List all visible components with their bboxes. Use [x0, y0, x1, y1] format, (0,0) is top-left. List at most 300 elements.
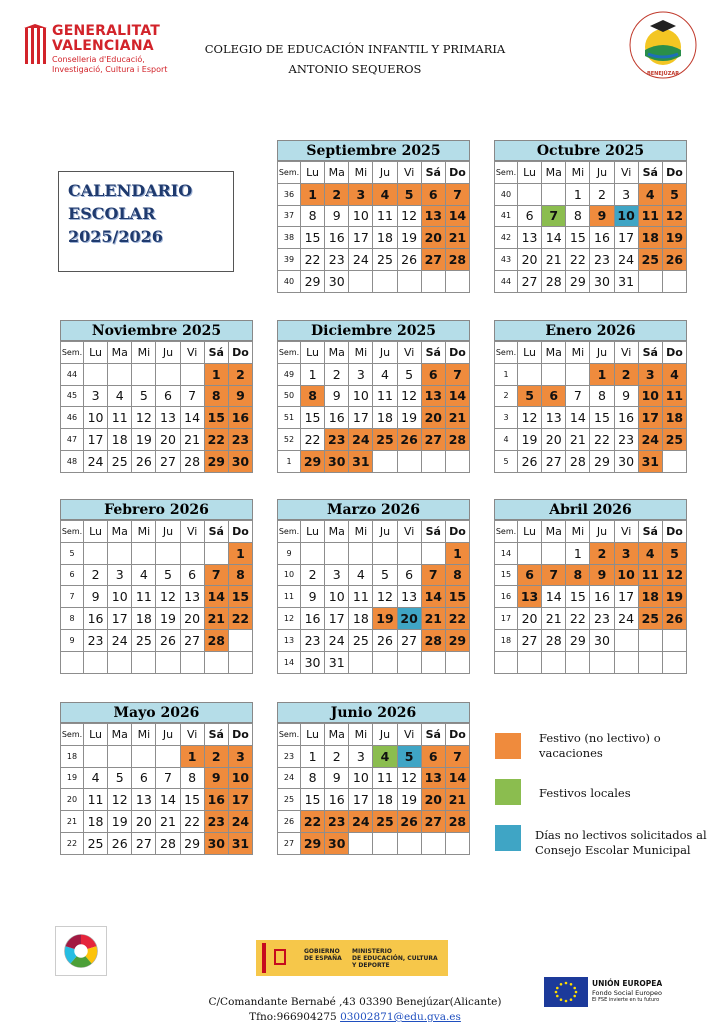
day-cell: 22	[566, 249, 590, 271]
empty-day-cell	[349, 832, 373, 854]
day-cell: 6	[518, 205, 542, 227]
empty-day-cell	[373, 651, 397, 673]
month-table	[60, 723, 253, 855]
empty-day-cell	[180, 651, 204, 673]
day-cell: 26	[132, 450, 156, 472]
empty-day-cell	[421, 270, 445, 292]
ministerio-text: MINISTERIO DE EDUCACIÓN, CULTURA Y DEPORTE	[352, 948, 438, 969]
day-cell: 4	[84, 767, 108, 789]
day-cell: 16	[84, 608, 108, 630]
month-calendar	[60, 499, 253, 674]
day-header: Sá	[204, 724, 228, 746]
day-cell: 29	[590, 450, 614, 472]
week-row	[495, 564, 687, 586]
week-row	[278, 832, 470, 854]
day-header-row	[495, 162, 687, 184]
day-cell: 28	[445, 811, 469, 833]
day-cell: 7	[156, 767, 180, 789]
week-number: 45	[61, 385, 84, 407]
day-cell: 17	[349, 407, 373, 429]
day-cell: 7	[445, 363, 469, 385]
day-header: Ju	[590, 521, 614, 543]
day-cell: 30	[325, 270, 349, 292]
title-line3: 2025/2026	[68, 227, 163, 246]
day-cell: 6	[180, 564, 204, 586]
day-header: Mi	[566, 521, 590, 543]
day-cell: 19	[518, 429, 542, 451]
day-header: Lu	[518, 342, 542, 364]
day-cell: 12	[397, 385, 421, 407]
week-row	[61, 564, 253, 586]
day-cell: 9	[590, 205, 614, 227]
day-cell: 11	[373, 205, 397, 227]
day-cell: 1	[204, 363, 228, 385]
empty-day-cell	[662, 450, 686, 472]
day-header: Ju	[373, 162, 397, 184]
week-number: 1	[278, 450, 301, 472]
empty-day-cell	[132, 363, 156, 385]
week-row	[278, 564, 470, 586]
week-row	[495, 586, 687, 608]
day-header: Sá	[421, 724, 445, 746]
day-header: Sá	[421, 521, 445, 543]
day-cell: 5	[108, 767, 132, 789]
empty-day-cell	[228, 651, 252, 673]
day-cell: 16	[614, 407, 638, 429]
day-cell: 24	[349, 429, 373, 451]
eu-slogan: El FSE invierte en tu futuro	[592, 997, 660, 1003]
day-cell: 2	[204, 745, 228, 767]
day-cell: 12	[397, 205, 421, 227]
week-row	[495, 205, 687, 227]
week-number: 44	[61, 363, 84, 385]
day-cell: 24	[349, 249, 373, 271]
empty-day-cell	[397, 832, 421, 854]
day-header-row	[61, 342, 253, 364]
day-cell: 15	[301, 407, 325, 429]
day-cell: 23	[590, 608, 614, 630]
day-cell: 6	[397, 564, 421, 586]
day-cell: 25	[84, 832, 108, 854]
day-cell: 21	[180, 429, 204, 451]
day-cell: 18	[373, 407, 397, 429]
week-number: 50	[278, 385, 301, 407]
legend-swatch-requested	[495, 825, 521, 851]
empty-day-cell	[638, 651, 662, 673]
month-calendar	[494, 140, 687, 293]
week-row	[278, 385, 470, 407]
day-header: Sá	[204, 521, 228, 543]
day-cell: 20	[180, 608, 204, 630]
day-cell: 20	[542, 429, 566, 451]
day-cell: 22	[180, 811, 204, 833]
gva-title-line1: GENERALITAT	[52, 23, 161, 39]
day-cell: 19	[397, 789, 421, 811]
week-number: 16	[495, 586, 518, 608]
day-header: Do	[445, 162, 469, 184]
day-header: Mi	[132, 521, 156, 543]
day-cell: 27	[180, 629, 204, 651]
day-cell: 17	[228, 789, 252, 811]
day-cell: 25	[373, 249, 397, 271]
day-header: Vi	[180, 521, 204, 543]
day-cell: 27	[132, 832, 156, 854]
day-cell: 10	[614, 564, 638, 586]
day-cell: 11	[108, 407, 132, 429]
day-header-row	[61, 521, 253, 543]
day-cell: 3	[108, 564, 132, 586]
week-number: 18	[61, 745, 84, 767]
day-cell: 29	[566, 270, 590, 292]
day-cell: 14	[421, 586, 445, 608]
day-cell: 4	[638, 183, 662, 205]
month-title: Abril 2026	[494, 499, 687, 520]
day-cell: 5	[132, 385, 156, 407]
day-cell: 10	[325, 586, 349, 608]
week-number: 3	[495, 407, 518, 429]
school-phone: Tfno:966904275	[249, 1011, 341, 1023]
day-cell: 23	[301, 629, 325, 651]
day-cell: 6	[421, 183, 445, 205]
day-cell: 28	[445, 429, 469, 451]
day-cell: 18	[373, 227, 397, 249]
day-header: Ju	[373, 724, 397, 746]
week-number: 20	[61, 789, 84, 811]
month-table	[277, 161, 470, 293]
empty-day-cell	[445, 832, 469, 854]
week-number: 9	[61, 629, 84, 651]
day-cell: 5	[156, 564, 180, 586]
day-cell: 2	[590, 183, 614, 205]
empty-day-cell	[204, 651, 228, 673]
week-row	[495, 629, 687, 651]
week-row	[278, 450, 470, 472]
day-header: Lu	[518, 521, 542, 543]
day-cell: 17	[108, 608, 132, 630]
day-header: Sá	[421, 342, 445, 364]
week-row	[278, 407, 470, 429]
day-cell: 16	[325, 789, 349, 811]
month-table	[60, 341, 253, 473]
day-cell: 18	[638, 227, 662, 249]
empty-day-cell	[421, 450, 445, 472]
empty-day-cell	[542, 651, 566, 673]
day-header: Vi	[614, 521, 638, 543]
day-cell: 1	[180, 745, 204, 767]
month-table	[277, 341, 470, 473]
day-cell: 9	[228, 385, 252, 407]
empty-day-cell	[108, 542, 132, 564]
week-number: 21	[61, 811, 84, 833]
week-number: 17	[495, 608, 518, 630]
day-header: Ma	[325, 342, 349, 364]
week-number: 23	[278, 745, 301, 767]
day-cell: 22	[590, 429, 614, 451]
day-header: Ju	[156, 521, 180, 543]
day-cell: 14	[180, 407, 204, 429]
empty-day-cell	[373, 270, 397, 292]
day-cell: 15	[566, 586, 590, 608]
day-cell: 6	[518, 564, 542, 586]
day-header: Ma	[542, 521, 566, 543]
day-cell: 18	[349, 608, 373, 630]
legend-local-text: Festivos locales	[539, 786, 631, 800]
week-number: 10	[278, 564, 301, 586]
day-cell: 4	[662, 363, 686, 385]
day-header: Sem.	[61, 342, 84, 364]
day-cell: 27	[542, 450, 566, 472]
day-cell: 3	[325, 564, 349, 586]
week-number: 38	[278, 227, 301, 249]
day-cell: 31	[325, 651, 349, 673]
day-header: Ma	[325, 521, 349, 543]
day-header: Mi	[349, 162, 373, 184]
week-number: 1	[495, 363, 518, 385]
day-cell: 6	[542, 385, 566, 407]
day-cell: 22	[228, 608, 252, 630]
gva-subtitle-line1: Conselleria d'Educació,	[52, 55, 145, 64]
day-cell: 28	[180, 450, 204, 472]
day-cell: 25	[638, 249, 662, 271]
day-cell: 6	[421, 363, 445, 385]
day-cell: 2	[325, 745, 349, 767]
day-cell: 27	[397, 629, 421, 651]
ods-logo-icon	[55, 926, 107, 976]
gobierno-text: GOBIERNO DE ESPAÑA	[304, 948, 342, 962]
generalitat-emblem-icon	[22, 24, 48, 68]
day-cell: 11	[662, 385, 686, 407]
week-number: 49	[278, 363, 301, 385]
day-cell: 19	[156, 608, 180, 630]
empty-day-cell	[662, 629, 686, 651]
day-header: Ma	[108, 724, 132, 746]
week-row	[61, 745, 253, 767]
empty-day-cell	[614, 629, 638, 651]
day-header: Vi	[180, 342, 204, 364]
day-cell: 9	[325, 205, 349, 227]
day-cell: 13	[518, 586, 542, 608]
empty-day-cell	[349, 651, 373, 673]
day-cell: 13	[156, 407, 180, 429]
day-header: Ju	[156, 724, 180, 746]
day-cell: 8	[180, 767, 204, 789]
day-cell: 18	[662, 407, 686, 429]
empty-day-cell	[349, 270, 373, 292]
day-header: Lu	[301, 342, 325, 364]
week-row	[61, 629, 253, 651]
empty-day-cell	[156, 651, 180, 673]
day-cell: 16	[301, 608, 325, 630]
month-table	[494, 341, 687, 473]
gva-subtitle-line2: Investigació, Cultura i Esport	[52, 64, 168, 74]
day-cell: 12	[518, 407, 542, 429]
day-cell: 12	[132, 407, 156, 429]
day-cell: 11	[373, 385, 397, 407]
day-cell: 29	[180, 832, 204, 854]
empty-day-cell	[373, 542, 397, 564]
day-cell: 21	[445, 227, 469, 249]
day-header: Lu	[518, 162, 542, 184]
day-cell: 24	[349, 811, 373, 833]
empty-day-cell	[301, 542, 325, 564]
day-cell: 13	[397, 586, 421, 608]
empty-day-cell	[180, 542, 204, 564]
day-cell: 23	[325, 811, 349, 833]
day-header: Sem.	[278, 724, 301, 746]
week-row	[61, 608, 253, 630]
week-row	[495, 249, 687, 271]
day-header: Do	[445, 342, 469, 364]
day-cell: 14	[445, 767, 469, 789]
day-header: Sá	[638, 342, 662, 364]
day-cell: 5	[397, 183, 421, 205]
empty-day-cell	[518, 542, 542, 564]
month-title: Octubre 2025	[494, 140, 687, 161]
empty-day-cell	[132, 651, 156, 673]
day-cell: 8	[566, 205, 590, 227]
day-cell: 23	[614, 429, 638, 451]
day-header: Mi	[566, 162, 590, 184]
week-number: 22	[61, 832, 84, 854]
day-cell: 30	[325, 450, 349, 472]
day-cell: 15	[445, 586, 469, 608]
day-cell: 9	[84, 586, 108, 608]
day-cell: 17	[614, 227, 638, 249]
week-row	[278, 586, 470, 608]
day-cell: 26	[397, 429, 421, 451]
week-number: 51	[278, 407, 301, 429]
week-row	[495, 450, 687, 472]
school-email-link[interactable]: 03002871@edu.gva.es	[340, 1011, 461, 1023]
day-cell: 29	[301, 270, 325, 292]
day-header: Vi	[397, 521, 421, 543]
day-cell: 10	[228, 767, 252, 789]
month-title: Enero 2026	[494, 320, 687, 341]
day-cell: 16	[590, 586, 614, 608]
day-cell: 17	[638, 407, 662, 429]
day-cell: 13	[132, 789, 156, 811]
week-number: 48	[61, 450, 84, 472]
day-header: Do	[228, 724, 252, 746]
day-cell: 8	[445, 564, 469, 586]
day-cell: 9	[614, 385, 638, 407]
month-calendar	[277, 320, 470, 473]
day-cell: 18	[108, 429, 132, 451]
day-cell: 9	[325, 767, 349, 789]
week-row	[495, 429, 687, 451]
day-cell: 24	[325, 629, 349, 651]
day-cell: 26	[397, 811, 421, 833]
empty-day-cell	[445, 450, 469, 472]
week-number: 25	[278, 789, 301, 811]
day-cell: 8	[301, 385, 325, 407]
day-header-row	[278, 724, 470, 746]
day-cell: 26	[397, 249, 421, 271]
day-cell: 25	[373, 811, 397, 833]
legend-holiday-line2: vacaciones	[539, 746, 603, 760]
week-number: 4	[495, 429, 518, 451]
day-cell: 29	[445, 629, 469, 651]
day-cell: 17	[84, 429, 108, 451]
day-cell: 16	[325, 227, 349, 249]
day-header: Ju	[156, 342, 180, 364]
day-cell: 9	[325, 385, 349, 407]
month-calendar	[60, 320, 253, 473]
day-cell: 23	[590, 249, 614, 271]
day-cell: 17	[614, 586, 638, 608]
day-cell: 4	[373, 363, 397, 385]
day-cell: 26	[662, 249, 686, 271]
day-header: Ma	[325, 162, 349, 184]
week-number: 40	[278, 270, 301, 292]
week-number: 9	[278, 542, 301, 564]
week-number: 5	[495, 450, 518, 472]
day-cell: 10	[614, 205, 638, 227]
day-cell: 14	[445, 205, 469, 227]
week-number: 41	[495, 205, 518, 227]
day-cell: 22	[566, 608, 590, 630]
day-cell: 19	[397, 227, 421, 249]
day-cell: 28	[542, 629, 566, 651]
day-header: Do	[228, 342, 252, 364]
week-row	[61, 811, 253, 833]
day-cell: 21	[445, 789, 469, 811]
day-cell: 2	[614, 363, 638, 385]
title-line1: CALENDARIO	[68, 181, 193, 200]
eu-fse-logo	[544, 977, 696, 1009]
day-header: Mi	[566, 342, 590, 364]
week-row	[61, 407, 253, 429]
week-row	[495, 651, 687, 673]
day-cell: 15	[301, 789, 325, 811]
day-cell: 7	[180, 385, 204, 407]
week-row	[278, 429, 470, 451]
week-number: 39	[278, 249, 301, 271]
empty-day-cell	[542, 542, 566, 564]
empty-day-cell	[84, 363, 108, 385]
day-cell: 5	[662, 183, 686, 205]
day-cell: 13	[421, 385, 445, 407]
empty-day-cell	[542, 183, 566, 205]
week-row	[61, 651, 253, 673]
week-row	[495, 608, 687, 630]
day-cell: 14	[566, 407, 590, 429]
day-cell: 10	[84, 407, 108, 429]
day-cell: 25	[373, 429, 397, 451]
school-contact	[150, 1011, 560, 1023]
day-cell: 10	[638, 385, 662, 407]
day-header: Ma	[108, 342, 132, 364]
empty-day-cell	[156, 745, 180, 767]
day-cell: 27	[156, 450, 180, 472]
day-cell: 26	[373, 629, 397, 651]
week-row	[278, 651, 470, 673]
day-cell: 1	[445, 542, 469, 564]
week-row	[495, 363, 687, 385]
week-row	[61, 429, 253, 451]
day-cell: 1	[228, 542, 252, 564]
day-cell: 16	[590, 227, 614, 249]
day-cell: 10	[349, 205, 373, 227]
day-cell: 3	[349, 183, 373, 205]
empty-day-cell	[228, 629, 252, 651]
empty-day-cell	[566, 651, 590, 673]
day-cell: 14	[445, 385, 469, 407]
day-cell: 8	[301, 767, 325, 789]
day-header-row	[61, 724, 253, 746]
day-cell: 13	[421, 205, 445, 227]
day-cell: 24	[228, 811, 252, 833]
